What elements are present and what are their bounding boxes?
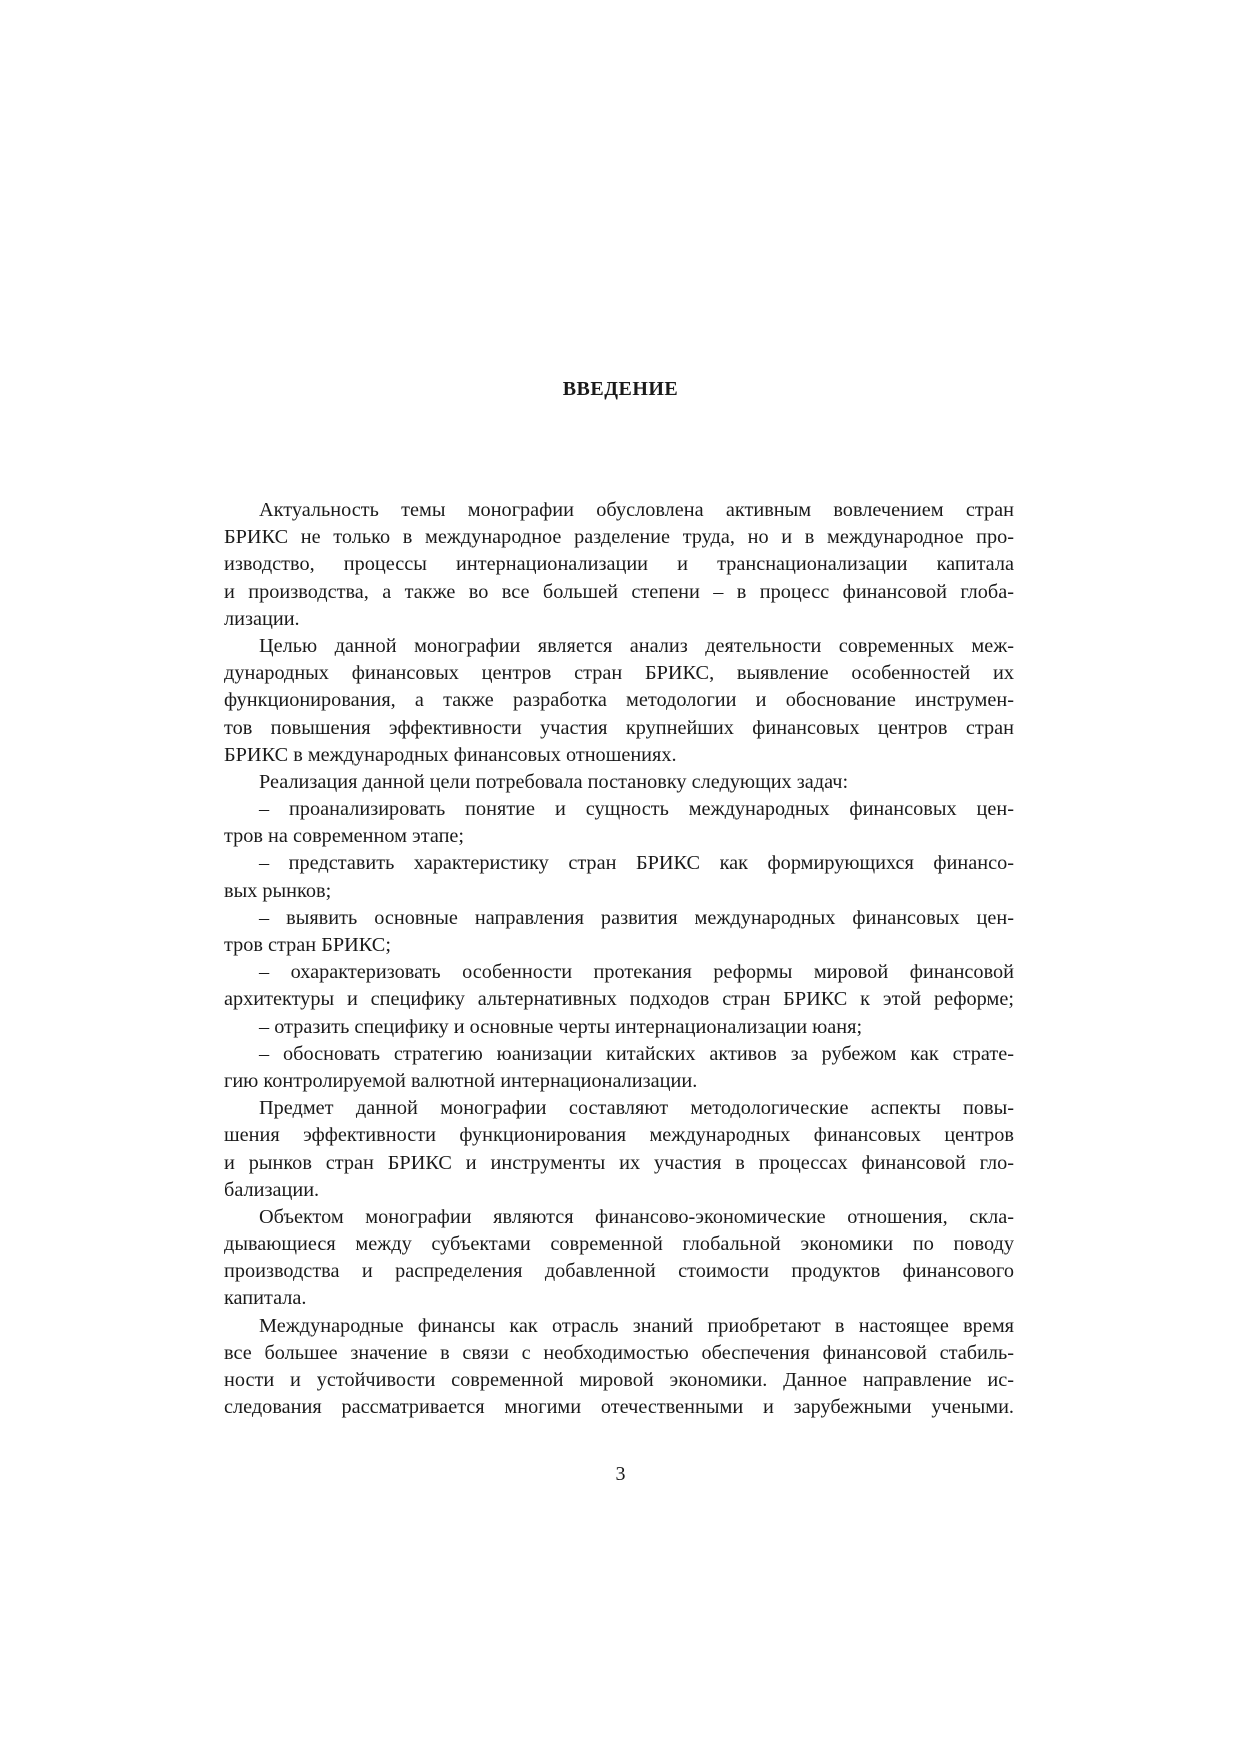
body-text — [224, 497, 1014, 1421]
text-line: вых рынков; — [224, 879, 332, 902]
text-line: Международные финансы как отрасль знаний приобретают в настоящее время — [259, 1314, 1014, 1337]
text-line: ности и устойчивости современной мировой экономики. Данное направление ис- — [224, 1369, 1014, 1391]
text-line: и рынков стран БРИКС и инструменты их участия в процессах финансовой гло- — [224, 1151, 1014, 1174]
text-line: тров на современном этапе; — [224, 825, 465, 848]
text-line: архитектуры и специфику альтернативных подходов стран БРИКС к этой реформе; — [224, 988, 1014, 1011]
text-line: Реализация данной цели потребовала постановку следующих задач: — [259, 770, 849, 793]
text-line: производства и распределения добавленной стоимости продуктов финансового — [224, 1260, 1014, 1283]
text-line: шения эффективности функционирования международных финансовых центров — [224, 1124, 1014, 1147]
text-line: бализации. — [224, 1178, 320, 1201]
text-line: изводство, процессы интернационализации и транснационализации капитала — [224, 553, 1014, 576]
text-line: капитала. — [224, 1287, 307, 1310]
text-line: Предмет данной монографии составляют методологические аспекты повы- — [259, 1097, 1014, 1120]
text-line: – отразить специфику и основные черты интернационализации юаня; — [259, 1015, 863, 1038]
page-title: ВВЕДЕНИЕ — [562, 378, 679, 400]
text-line: дународных финансовых центров стран БРИКС, выявление особенностей их — [224, 662, 1014, 685]
text-line: – обосновать стратегию юанизации китайских активов за рубежом как страте- — [259, 1042, 1014, 1065]
text-line: лизации. — [224, 607, 300, 630]
text-line: Объектом монографии являются финансово-экономические отношения, скла- — [259, 1205, 1014, 1228]
text-line: Актуальность темы монографии обусловлена активным вовлечением стран — [259, 499, 1014, 521]
text-line: – представить характеристику стран БРИКС как формирующихся финансо- — [259, 852, 1014, 875]
text-line: и производства, а также во все большей степени – в процесс финансовой глоба- — [224, 580, 1014, 603]
text-line: БРИКС в международных финансовых отношениях. — [224, 743, 677, 766]
text-line: дывающиеся между субъектами современной глобальной экономики по поводу — [224, 1233, 1014, 1256]
page-number: 3 — [615, 1463, 626, 1485]
text-line: функционирования, а также разработка методологии и обоснование инструмен- — [224, 689, 1014, 712]
text-line: тров стран БРИКС; — [224, 934, 391, 956]
text-line: гию контролируемой валютной интернационализации. — [224, 1069, 698, 1092]
text-line: БРИКС не только в международное разделение труда, но и в международное про- — [224, 526, 1014, 549]
text-line: тов повышения эффективности участия крупнейших финансовых центров стран — [224, 716, 1014, 739]
text-line: все большее значение в связи с необходимостью обеспечения финансовой стабиль- — [224, 1341, 1014, 1364]
text-line: – проанализировать понятие и сущность международных финансовых цен- — [259, 798, 1014, 821]
text-line: Целью данной монографии является анализ деятельности современных меж- — [259, 634, 1014, 657]
text-line: – выявить основные направления развития международных финансовых цен- — [259, 906, 1014, 929]
text-line: следования рассматривается многими отечественными и зарубежными учеными. — [224, 1396, 1014, 1419]
text-line: – охарактеризовать особенности протекания реформы мировой финансовой — [259, 961, 1014, 984]
